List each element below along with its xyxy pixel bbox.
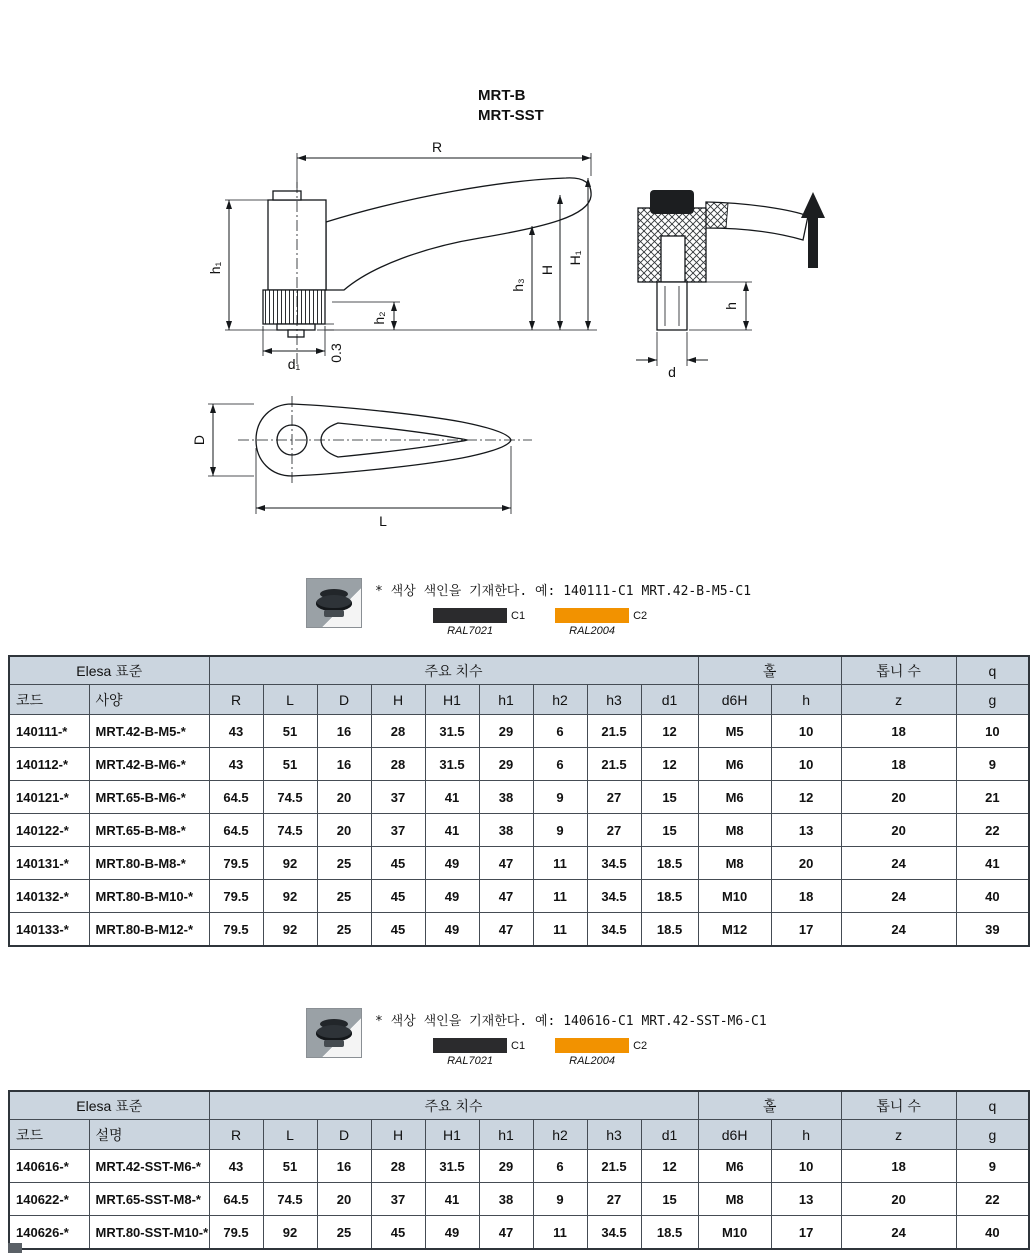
value-cell: 15 (641, 1183, 698, 1216)
dimension-table-mrt-sst (8, 1090, 1030, 1250)
value-cell: 79.5 (209, 913, 263, 947)
value-cell: 45 (371, 913, 425, 947)
value-cell: 15 (641, 781, 698, 814)
swatch-item-c1 (433, 608, 525, 637)
dim-label-h3: h₃ (510, 278, 526, 292)
value-cell: M8 (698, 1183, 771, 1216)
group-header-main-dimensions: 주요 치수 (209, 656, 698, 685)
value-cell: 25 (317, 1216, 371, 1250)
description-cell: MRT.80-B-M8-* (89, 847, 209, 880)
color-swatch-c1 (433, 608, 507, 623)
value-cell: 51 (263, 1150, 317, 1183)
color-swatch-c2 (555, 1038, 629, 1053)
dim-label-d1: d₁ (287, 356, 301, 372)
swatch-item-c2 (555, 1038, 647, 1067)
value-cell: 38 (479, 814, 533, 847)
value-cell: 18 (771, 880, 841, 913)
value-cell: 64.5 (209, 781, 263, 814)
col-header-h1: h1 (479, 1120, 533, 1150)
group-header-elesa-standard: Elesa 표준 (9, 1091, 209, 1120)
value-cell: 12 (771, 781, 841, 814)
col-header-description: 설명 (89, 1120, 209, 1150)
value-cell: 41 (425, 1183, 479, 1216)
value-cell: 29 (479, 748, 533, 781)
value-cell: 45 (371, 1216, 425, 1250)
value-cell: 17 (771, 913, 841, 947)
value-cell: 9 (533, 1183, 587, 1216)
knurled-insert (263, 290, 325, 324)
table-row (9, 847, 1029, 880)
table-body (9, 715, 1029, 947)
color-note-2 (306, 1008, 767, 1067)
dim-label-L: L (379, 513, 387, 529)
col-header-h1: h1 (479, 685, 533, 715)
table-row (9, 913, 1029, 947)
value-cell: 10 (956, 715, 1029, 748)
color-note-1 (306, 578, 751, 637)
value-cell: 28 (371, 1150, 425, 1183)
page-corner-mark (8, 1243, 22, 1253)
product-photo-icon (306, 578, 362, 628)
value-cell: 34.5 (587, 913, 641, 947)
value-cell: 49 (425, 1216, 479, 1250)
section-detail-view (636, 190, 825, 380)
value-cell: 49 (425, 913, 479, 947)
value-cell: 34.5 (587, 880, 641, 913)
col-header-z: z (841, 685, 956, 715)
value-cell: 27 (587, 781, 641, 814)
col-header-L: L (263, 685, 317, 715)
table-row (9, 748, 1029, 781)
value-cell: 34.5 (587, 1216, 641, 1250)
ral-code-c2: RAL2004 (569, 1055, 615, 1067)
value-cell: 29 (479, 715, 533, 748)
table-group-header-row (9, 1091, 1029, 1120)
value-cell: 79.5 (209, 847, 263, 880)
value-cell: 31.5 (425, 1150, 479, 1183)
code-cell: 140112-* (9, 748, 89, 781)
value-cell: 34.5 (587, 847, 641, 880)
value-cell: 47 (479, 1216, 533, 1250)
col-header-R: R (209, 685, 263, 715)
swatch-label-c1: C1 (511, 609, 526, 622)
value-cell: 6 (533, 748, 587, 781)
value-cell: 92 (263, 880, 317, 913)
dimension-table-mrt-b (8, 655, 1030, 947)
value-cell: 12 (641, 748, 698, 781)
dim-label-D: D (191, 434, 207, 446)
value-cell: 79.5 (209, 1216, 263, 1250)
group-header-teeth-count: 톱니 수 (841, 656, 956, 685)
value-cell: 13 (771, 1183, 841, 1216)
value-cell: 22 (956, 1183, 1029, 1216)
value-cell: M12 (698, 913, 771, 947)
value-cell: 21.5 (587, 748, 641, 781)
code-cell: 140616-* (9, 1150, 89, 1183)
value-cell: 49 (425, 880, 479, 913)
value-cell: 16 (317, 748, 371, 781)
col-header-d6H: d6H (698, 685, 771, 715)
value-cell: 11 (533, 913, 587, 947)
col-header-D: D (317, 685, 371, 715)
value-cell: 40 (956, 1216, 1029, 1250)
value-cell: 41 (425, 814, 479, 847)
value-cell: 18.5 (641, 880, 698, 913)
group-header-elesa-standard: Elesa 표준 (9, 656, 209, 685)
description-cell: MRT.42-SST-M6-* (89, 1150, 209, 1183)
value-cell: 43 (209, 1150, 263, 1183)
group-header-main-dimensions: 주요 치수 (209, 1091, 698, 1120)
swatch-label-c2: C2 (633, 609, 648, 622)
technical-drawing (0, 70, 1036, 540)
value-cell: M5 (698, 715, 771, 748)
value-cell: 92 (263, 913, 317, 947)
side-view (207, 139, 597, 372)
value-cell: 16 (317, 1150, 371, 1183)
dim-label-H: H (539, 264, 555, 276)
value-cell: 20 (841, 814, 956, 847)
value-cell: 31.5 (425, 715, 479, 748)
table-body (9, 1150, 1029, 1250)
col-header-spec: 사양 (89, 685, 209, 715)
ral-code-c1: RAL7021 (447, 625, 493, 637)
value-cell: 21.5 (587, 1150, 641, 1183)
col-header-h: h (771, 685, 841, 715)
description-cell: MRT.42-B-M6-* (89, 748, 209, 781)
value-cell: 38 (479, 781, 533, 814)
value-cell: 74.5 (263, 1183, 317, 1216)
value-cell: 45 (371, 880, 425, 913)
col-header-g: g (956, 685, 1029, 715)
col-header-z: z (841, 1120, 956, 1150)
value-cell: 12 (641, 715, 698, 748)
value-cell: 15 (641, 814, 698, 847)
col-header-d1: d1 (641, 685, 698, 715)
value-cell: M8 (698, 814, 771, 847)
description-cell: MRT.42-B-M5-* (89, 715, 209, 748)
value-cell: 37 (371, 814, 425, 847)
value-cell: M6 (698, 1150, 771, 1183)
dim-label-h2: h₂ (371, 311, 387, 325)
code-cell: 140122-* (9, 814, 89, 847)
color-note-text: * 색상 색인을 기재한다. 예: 140111-C1 MRT.42-B-M5-C1 (375, 584, 752, 599)
col-header-code: 코드 (9, 685, 89, 715)
value-cell: 74.5 (263, 781, 317, 814)
dim-label-washer: 0.3 (328, 343, 344, 363)
code-cell: 140111-* (9, 715, 89, 748)
swatch-item-c2 (555, 608, 647, 637)
table-row (9, 814, 1029, 847)
value-cell: 20 (317, 814, 371, 847)
value-cell: 47 (479, 913, 533, 947)
value-cell: 6 (533, 1150, 587, 1183)
col-header-H1: H1 (425, 1120, 479, 1150)
col-header-h2: h2 (533, 1120, 587, 1150)
value-cell: 18.5 (641, 1216, 698, 1250)
plan-view (191, 396, 532, 529)
description-cell: MRT.80-B-M12-* (89, 913, 209, 947)
table-column-header-row (9, 1120, 1029, 1150)
group-header-hole: 홀 (698, 1091, 841, 1120)
col-header-d6H: d6H (698, 1120, 771, 1150)
value-cell: M6 (698, 781, 771, 814)
color-swatch-c2 (555, 608, 629, 623)
value-cell: 43 (209, 748, 263, 781)
group-header-weight: q (956, 1091, 1029, 1120)
col-header-h3: h3 (587, 1120, 641, 1150)
value-cell: 31.5 (425, 748, 479, 781)
value-cell: 12 (641, 1150, 698, 1183)
value-cell: 13 (771, 814, 841, 847)
group-header-weight: q (956, 656, 1029, 685)
value-cell: 17 (771, 1216, 841, 1250)
ral-code-c1: RAL7021 (447, 1055, 493, 1067)
value-cell: 47 (479, 880, 533, 913)
value-cell: M10 (698, 880, 771, 913)
value-cell: 9 (533, 781, 587, 814)
model-name-1: MRT-B (478, 87, 526, 104)
ral-code-c2: RAL2004 (569, 625, 615, 637)
col-header-h: h (771, 1120, 841, 1150)
dim-label-d: d (668, 364, 676, 380)
value-cell: 43 (209, 715, 263, 748)
value-cell: 20 (841, 1183, 956, 1216)
value-cell: 24 (841, 1216, 956, 1250)
value-cell: 10 (771, 748, 841, 781)
value-cell: 39 (956, 913, 1029, 947)
value-cell: 25 (317, 847, 371, 880)
col-header-H1: H1 (425, 685, 479, 715)
table-row (9, 1150, 1029, 1183)
value-cell: 24 (841, 847, 956, 880)
table-row (9, 880, 1029, 913)
value-cell: 37 (371, 1183, 425, 1216)
swatch-item-c1 (433, 1038, 525, 1067)
description-cell: MRT.80-SST-M10-* (89, 1216, 209, 1250)
group-header-teeth-count: 톱니 수 (841, 1091, 956, 1120)
value-cell: 79.5 (209, 880, 263, 913)
group-header-hole: 홀 (698, 656, 841, 685)
value-cell: 20 (771, 847, 841, 880)
col-header-H: H (371, 685, 425, 715)
table-row (9, 781, 1029, 814)
value-cell: M6 (698, 748, 771, 781)
table-row (9, 1183, 1029, 1216)
value-cell: 74.5 (263, 814, 317, 847)
value-cell: 38 (479, 1183, 533, 1216)
value-cell: 18 (841, 748, 956, 781)
value-cell: 25 (317, 913, 371, 947)
table-row (9, 715, 1029, 748)
swatch-label-c1: C1 (511, 1039, 526, 1052)
value-cell: 27 (587, 814, 641, 847)
dim-label-H1: H₁ (567, 250, 583, 266)
value-cell: 11 (533, 1216, 587, 1250)
value-cell: 18 (841, 715, 956, 748)
value-cell: 51 (263, 715, 317, 748)
value-cell: 9 (533, 814, 587, 847)
model-name-2: MRT-SST (478, 107, 544, 124)
value-cell: 6 (533, 715, 587, 748)
col-header-g: g (956, 1120, 1029, 1150)
dim-label-h1: h₁ (207, 261, 223, 275)
code-cell: 140132-* (9, 880, 89, 913)
description-cell: MRT.65-B-M6-* (89, 781, 209, 814)
swatch-row (433, 1038, 767, 1067)
dim-label-R: R (431, 139, 443, 155)
value-cell: 27 (587, 1183, 641, 1216)
color-note-text: * 색상 색인을 기재한다. 예: 140616-C1 MRT.42-SST-M6-C1 (375, 1014, 767, 1029)
col-header-d1: d1 (641, 1120, 698, 1150)
col-header-L: L (263, 1120, 317, 1150)
col-header-R: R (209, 1120, 263, 1150)
description-cell: MRT.65-B-M8-* (89, 814, 209, 847)
value-cell: 22 (956, 814, 1029, 847)
code-cell: 140133-* (9, 913, 89, 947)
value-cell: 49 (425, 847, 479, 880)
value-cell: 11 (533, 847, 587, 880)
value-cell: 41 (956, 847, 1029, 880)
value-cell: 9 (956, 748, 1029, 781)
color-swatch-c1 (433, 1038, 507, 1053)
value-cell: 47 (479, 847, 533, 880)
value-cell: 29 (479, 1150, 533, 1183)
value-cell: 37 (371, 781, 425, 814)
value-cell: 18 (841, 1150, 956, 1183)
value-cell: 20 (317, 1183, 371, 1216)
value-cell: 45 (371, 847, 425, 880)
value-cell: 92 (263, 1216, 317, 1250)
value-cell: 9 (956, 1150, 1029, 1183)
value-cell: 28 (371, 748, 425, 781)
table-group-header-row (9, 656, 1029, 685)
value-cell: 21.5 (587, 715, 641, 748)
value-cell: M10 (698, 1216, 771, 1250)
value-cell: 51 (263, 748, 317, 781)
value-cell: 28 (371, 715, 425, 748)
value-cell: 18.5 (641, 913, 698, 947)
description-cell: MRT.65-SST-M8-* (89, 1183, 209, 1216)
dim-label-h: h (723, 302, 739, 310)
col-header-D: D (317, 1120, 371, 1150)
value-cell: 16 (317, 715, 371, 748)
knob-cap (650, 190, 694, 214)
value-cell: 64.5 (209, 1183, 263, 1216)
code-cell: 140626-* (9, 1216, 89, 1250)
col-header-H: H (371, 1120, 425, 1150)
value-cell: 92 (263, 847, 317, 880)
value-cell: M8 (698, 847, 771, 880)
value-cell: 21 (956, 781, 1029, 814)
value-cell: 11 (533, 880, 587, 913)
code-cell: 140131-* (9, 847, 89, 880)
table-column-header-row (9, 685, 1029, 715)
value-cell: 10 (771, 715, 841, 748)
code-cell: 140121-* (9, 781, 89, 814)
value-cell: 40 (956, 880, 1029, 913)
col-header-h2: h2 (533, 685, 587, 715)
value-cell: 24 (841, 913, 956, 947)
value-cell: 20 (841, 781, 956, 814)
swatch-row (433, 608, 751, 637)
value-cell: 25 (317, 880, 371, 913)
col-header-h3: h3 (587, 685, 641, 715)
table-row (9, 1216, 1029, 1250)
value-cell: 41 (425, 781, 479, 814)
value-cell: 64.5 (209, 814, 263, 847)
description-cell: MRT.80-B-M10-* (89, 880, 209, 913)
product-photo-icon (306, 1008, 362, 1058)
value-cell: 18.5 (641, 847, 698, 880)
swatch-label-c2: C2 (633, 1039, 648, 1052)
value-cell: 20 (317, 781, 371, 814)
col-header-code: 코드 (9, 1120, 89, 1150)
value-cell: 10 (771, 1150, 841, 1183)
value-cell: 24 (841, 880, 956, 913)
code-cell: 140622-* (9, 1183, 89, 1216)
